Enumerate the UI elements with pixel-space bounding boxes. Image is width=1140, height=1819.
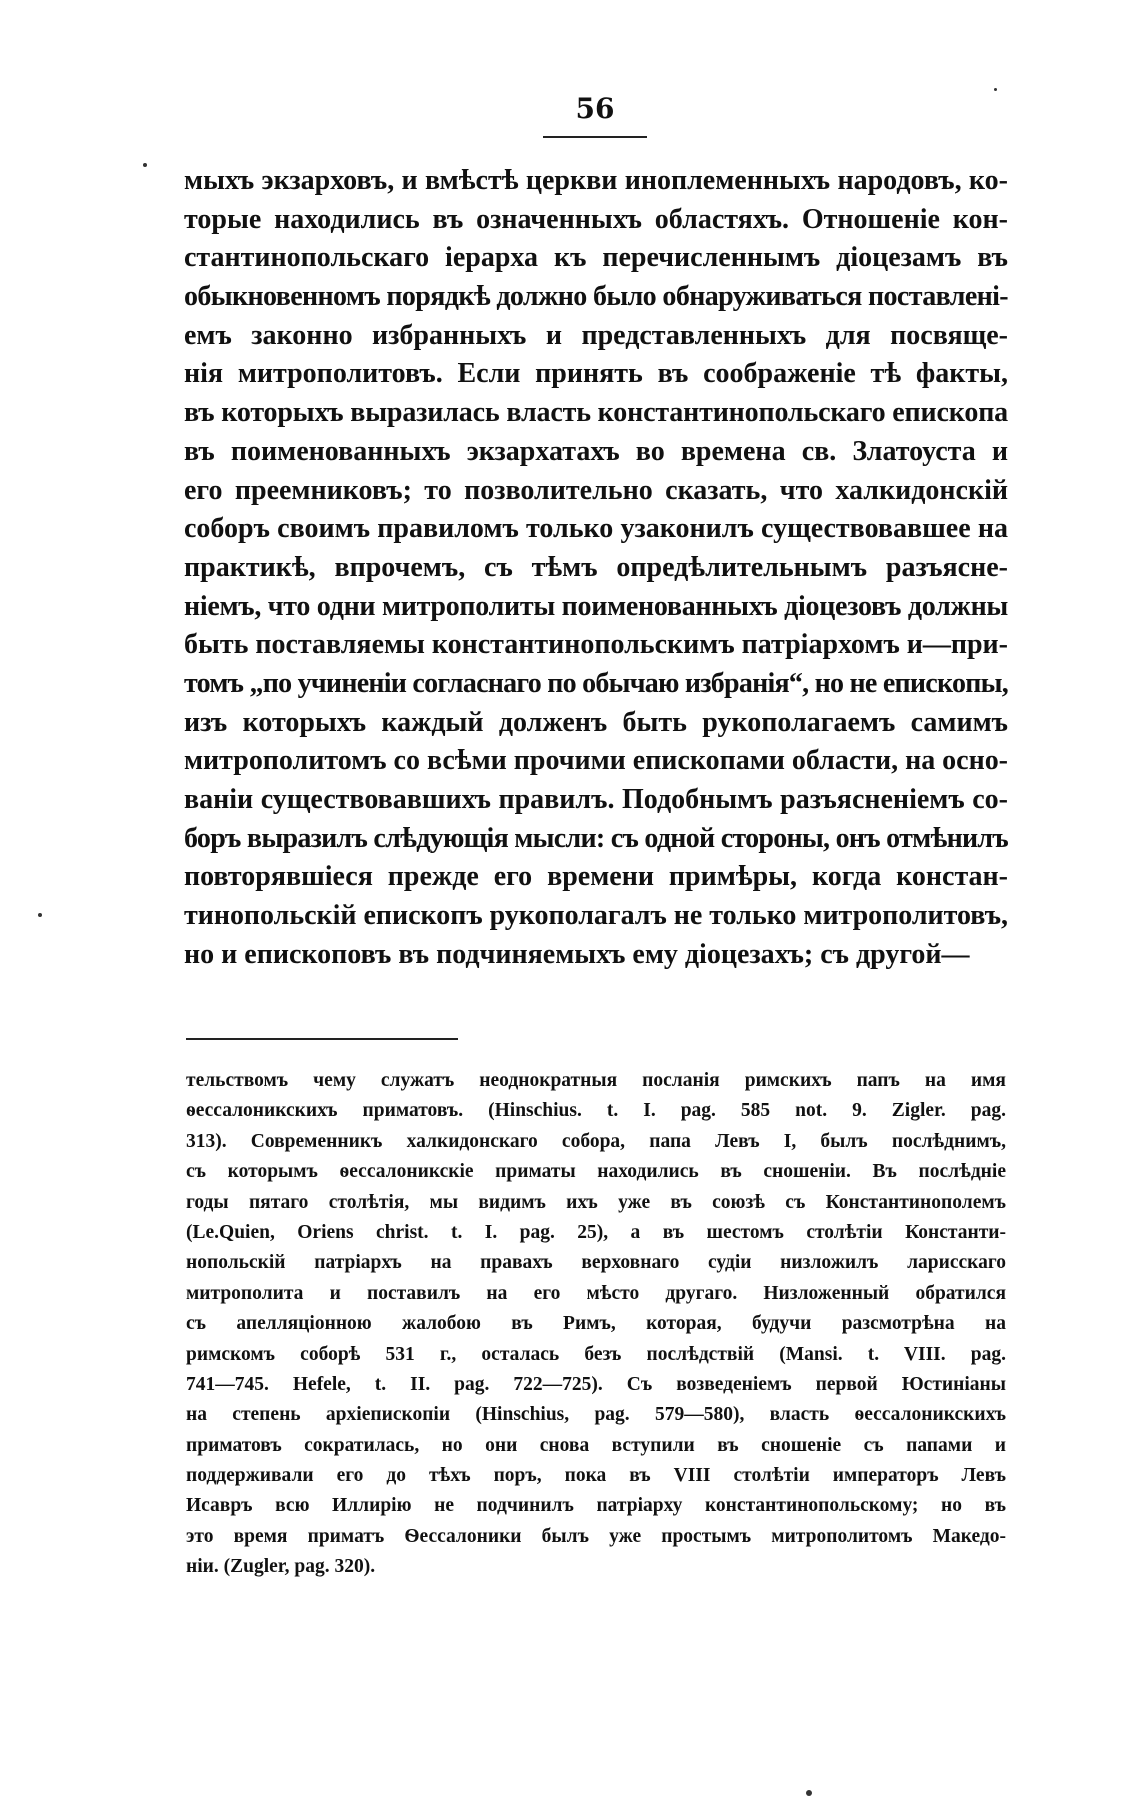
main-line: торые находились въ означенныхъ областяхъ. Отношеніе кон- [184, 203, 1008, 235]
main-line: быть поставляемы константинопольскимъ патріархомъ и—при- [184, 629, 1008, 661]
main-line: изъ которыхъ каждый долженъ быть рукополагаемъ самимъ [184, 706, 1008, 738]
footnote-block [186, 1066, 1006, 1583]
main-line-with-quote: томъ „по учиненіи согласнаго по обычаю избранія“, но не епископы, [184, 667, 1008, 699]
main-line: но и епископовъ въ подчиняемыхъ ему діоцезахъ; съ другой— [184, 938, 970, 970]
scan-speck [143, 163, 147, 167]
main-line: стантинопольскаго іерарха къ перечисленнымъ діоцезамъ въ [184, 242, 1008, 274]
main-line: митрополитомъ со всѣми прочими епископами области, на осно- [184, 745, 1008, 777]
footnote-line: ніи. (Zugler, pag. 320). [186, 1556, 376, 1578]
footnote-line: приматовъ сократилась, но они снова вступили въ сношеніе съ папами и [186, 1434, 1006, 1456]
main-line: нія митрополитовъ. Если принять въ соображеніе тѣ факты, [184, 358, 1008, 390]
footnote-line: поддерживали его до тѣхъ поръ, пока въ VIII столѣтіи императоръ Левъ [186, 1465, 1006, 1487]
footnote-line: тельствомъ чему служатъ неоднократныя посланія римскихъ папъ на имя [186, 1070, 1006, 1091]
footnote-line: годы пятаго столѣтія, мы видимъ ихъ уже въ союзѣ съ Константинополемъ [186, 1191, 1006, 1213]
main-line: тинопольскій епископъ рукополагалъ не только митрополитовъ, [184, 900, 1008, 932]
main-line: обыкновенномъ порядкѣ должно было обнаруживаться поставлені- [184, 281, 1008, 313]
main-line: его преемниковъ; то позволительно сказать, что халкидонскій [184, 474, 1008, 506]
main-line: въ которыхъ выразилась власть константинопольскаго епископа [184, 397, 1008, 429]
footnote-line: римскомъ соборѣ 531 г., осталась безъ послѣдствій (Mansi. t. VIII. pag. [186, 1343, 1006, 1365]
footnote-line: 313). Современникъ халкидонскаго собора, папа Левъ I, былъ послѣднимъ, [186, 1130, 1006, 1152]
main-line: мыхъ экзарховъ, и вмѣстѣ церкви иноплеменныхъ народовъ, ко- [184, 165, 1008, 196]
main-line: боръ выразилъ слѣдующія мысли: съ одной стороны, онъ отмѣнилъ [184, 822, 1008, 854]
page-number-rule [543, 136, 647, 138]
footnote-line: Исавръ всю Иллирію не подчинилъ патріарху константинопольскому; но въ [186, 1495, 1006, 1517]
footnote-separator [186, 1038, 458, 1040]
main-line: емъ законно избранныхъ и представленныхъ для посвяще- [184, 319, 1008, 351]
main-line: соборъ своимъ правиломъ только узаконилъ существовавшее на [184, 513, 1008, 545]
page-number: 56 [575, 92, 615, 125]
footnote-line: (Le.Quien, Oriens christ. t. I. pag. 25), а въ шестомъ столѣтіи Константи- [186, 1221, 1006, 1243]
main-text-block [184, 162, 1008, 974]
footnote-line: съ апелляціонною жалобою въ Римъ, которая, будучи разсмотрѣна на [186, 1313, 1006, 1335]
scan-speck [994, 88, 997, 91]
scan-speck [806, 1790, 812, 1796]
footnote-line: это время приматъ Ѳессалоники былъ уже простымъ митрополитомъ Македо- [186, 1525, 1006, 1547]
footnote-line: митрополита и поставилъ на его мѣсто другаго. Низложенный обратился [186, 1282, 1006, 1304]
footnote-line: на степень архіепископіи (Hinschius, pag. 579—580), власть ѳессалоникскихъ [186, 1404, 1006, 1426]
footnote-line: 741—745. Hefele, t. II. pag. 722—725). Съ возведеніемъ первой Юстиніаны [186, 1373, 1006, 1395]
main-line: ніемъ, что одни митрополиты поименованныхъ діоцезовъ должны [184, 590, 1008, 622]
footnote-line: ѳессалоникскихъ приматовъ. (Hinschius. t. I. pag. 585 not. 9. Zigler. pag. [186, 1100, 1006, 1122]
footnote-line: съ которымъ ѳессалоникскіе приматы находились въ сношеніи. Въ послѣдніе [186, 1161, 1006, 1183]
scan-speck [38, 913, 42, 917]
footnote-line: нопольскій патріархъ на правахъ верховнаго судіи низложилъ ларисскаго [186, 1252, 1006, 1274]
main-line: практикѣ, впрочемъ, съ тѣмъ опредѣлительнымъ разъясне- [184, 551, 1008, 583]
main-line: ваніи существовавшихъ правилъ. Подобнымъ разъясненіемъ со- [184, 784, 1008, 815]
main-line: въ поименованныхъ экзархатахъ во времена св. Златоуста и [184, 435, 1008, 467]
main-line: повторявшіеся прежде его времени примѣры, когда констан- [184, 861, 1008, 893]
